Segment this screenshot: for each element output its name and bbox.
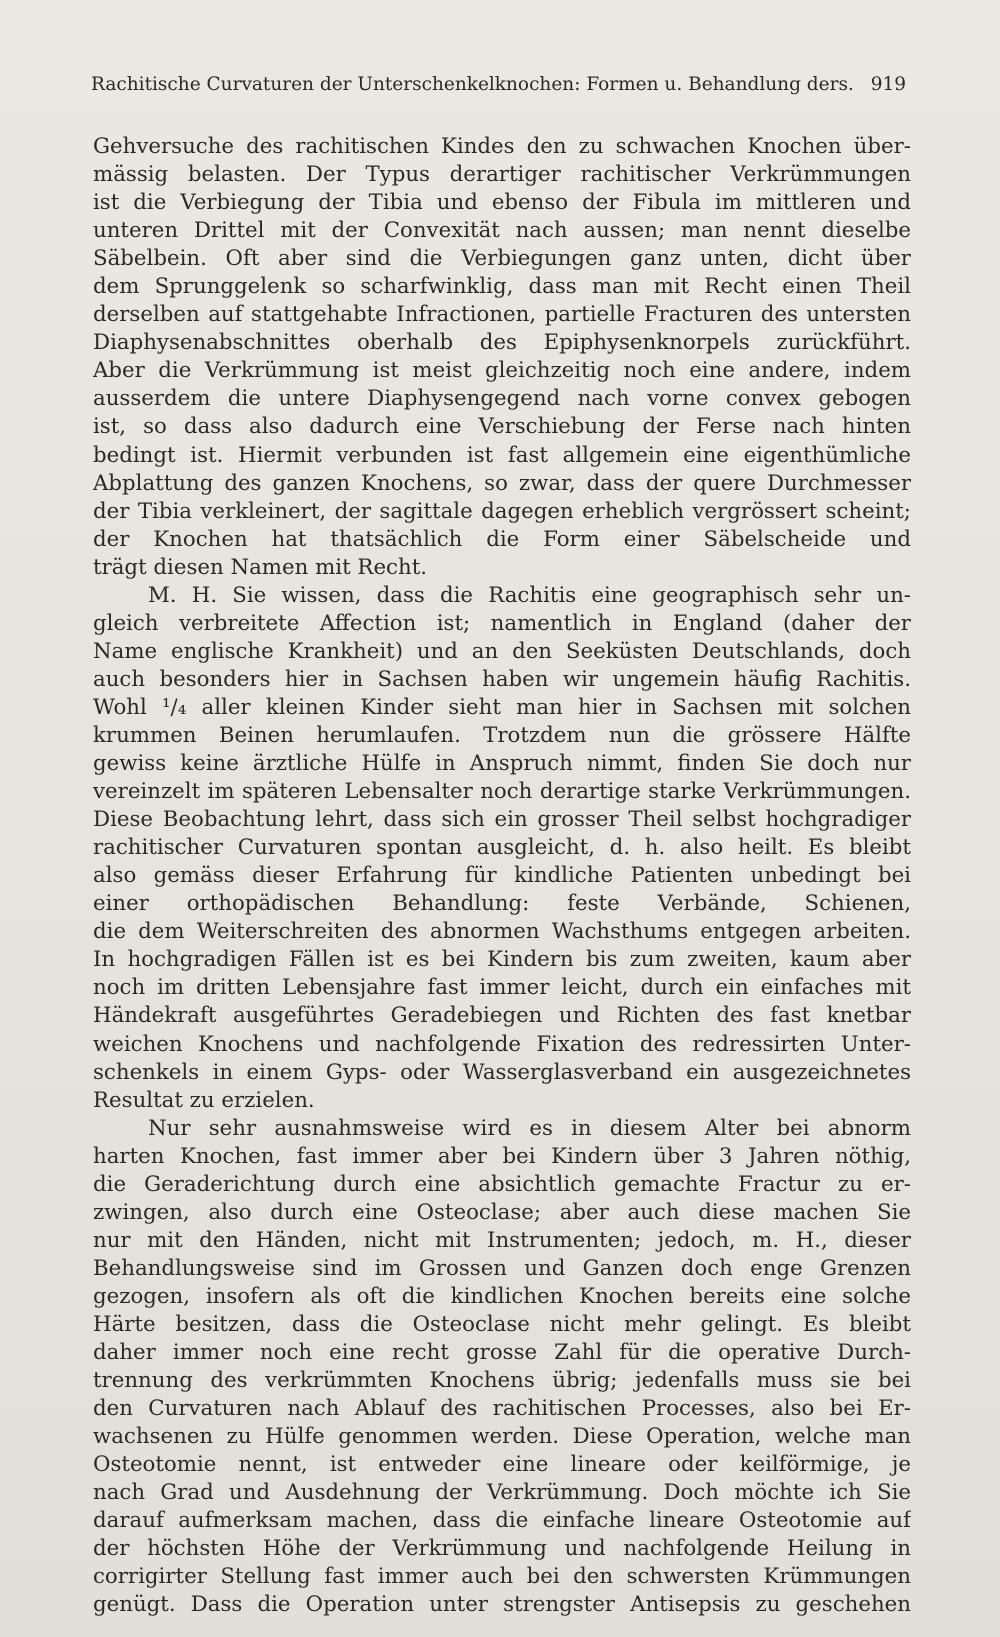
text-line: der Knochen hat thatsächlich die Form einer Säbelscheide und bbox=[93, 526, 911, 552]
text-line: auch besonders hier in Sachsen haben wir ungemein häufig Rachitis. bbox=[93, 666, 911, 692]
text-line: Abplattung des ganzen Knochens, so zwar, dass der quere Durchmesser bbox=[93, 470, 911, 496]
text-line: genügt. Dass die Operation unter strengster Antisepsis zu geschehen bbox=[93, 1592, 911, 1618]
paragraph-start-line: M. H. Sie wissen, dass die Rachitis eine geographisch sehr un- bbox=[148, 582, 911, 608]
text-line: weichen Knochens und nachfolgende Fixation des redressirten Unter- bbox=[93, 1031, 911, 1057]
text-line: den Curvaturen nach Ablauf des rachitischen Processes, also bei Er- bbox=[93, 1396, 911, 1422]
text-line: vereinzelt im späteren Lebensalter noch derartige starke Verkrümmungen. bbox=[93, 779, 911, 805]
paragraph-start-line: Nur sehr ausnahmsweise wird es in diesem Alter bei abnorm bbox=[148, 1115, 911, 1141]
text-line: trennung des verkrümmten Knochens übrig; jedenfalls muss sie bei bbox=[93, 1368, 911, 1394]
text-line: darauf aufmerksam machen, dass die einfache lineare Osteotomie auf bbox=[93, 1508, 911, 1534]
text-line: Wohl ¹/₄ aller kleinen Kinder sieht man hier in Sachsen mit solchen bbox=[93, 694, 911, 720]
text-line: nach Grad und Ausdehnung der Verkrümmung. Doch möchte ich Sie bbox=[93, 1480, 911, 1506]
text-line: corrigirter Stellung fast immer auch bei den schwersten Krümmungen bbox=[93, 1564, 911, 1590]
text-line: gewiss keine ärztliche Hülfe in Anspruch nimmt, finden Sie doch nur bbox=[93, 751, 911, 777]
text-line: noch im dritten Lebensjahre fast immer leicht, durch ein einfaches mit bbox=[93, 975, 911, 1001]
text-line: Händekraft ausgeführtes Geradebiegen und Richten des fast knetbar bbox=[93, 1003, 911, 1029]
text-line: einer orthopädischen Behandlung: feste Verbände, Schienen, bbox=[93, 891, 911, 917]
text-line: daher immer noch eine recht grosse Zahl für die operative Durch- bbox=[93, 1340, 911, 1366]
text-line: nur mit den Händen, nicht mit Instrumenten; jedoch, m. H., dieser bbox=[93, 1227, 911, 1253]
text-line: ausserdem die untere Diaphysengegend nach vorne convex gebogen bbox=[93, 386, 911, 412]
text-line: die Geraderichtung durch eine absichtlich gemachte Fractur zu er- bbox=[93, 1171, 911, 1197]
text-line: Behandlungsweise sind im Grossen und Ganzen doch enge Grenzen bbox=[93, 1255, 911, 1281]
running-title: Rachitische Curvaturen der Unterschenkelknochen: Formen u. Behandlung ders. bbox=[91, 74, 854, 95]
text-line: Aber die Verkrümmung ist meist gleichzeitig noch eine andere, indem bbox=[93, 358, 911, 384]
text-line: ist, so dass also dadurch eine Verschiebung der Ferse nach hinten bbox=[93, 414, 911, 440]
text-line: ist die Verbiegung der Tibia und ebenso der Fibula im mittleren und bbox=[93, 190, 911, 216]
text-line: bedingt ist. Hiermit verbunden ist fast allgemein eine eigenthümliche bbox=[93, 442, 911, 468]
paragraph-end-line: Resultat zu erzielen. bbox=[93, 1087, 315, 1113]
text-line: wachsenen zu Hülfe genommen werden. Diese Operation, welche man bbox=[93, 1424, 911, 1450]
running-header bbox=[91, 74, 906, 104]
text-line: dem Sprunggelenk so scharfwinklig, dass man mit Recht einen Theil bbox=[93, 274, 911, 300]
text-line: der Tibia verkleinert, der sagittale dagegen erheblich vergrössert scheint; bbox=[93, 498, 911, 524]
page-number: 919 bbox=[870, 74, 906, 95]
text-line: Name englische Krankheit) und an den Seeküsten Deutschlands, doch bbox=[93, 638, 911, 664]
text-line: der höchsten Höhe der Verkrümmung und nachfolgende Heilung in bbox=[93, 1536, 911, 1562]
text-line: zwingen, also durch eine Osteoclase; aber auch diese machen Sie bbox=[93, 1199, 911, 1225]
text-line: also gemäss dieser Erfahrung für kindliche Patienten unbedingt bei bbox=[93, 863, 911, 889]
text-line: Diaphysenabschnittes oberhalb des Epiphysenknorpels zurückführt. bbox=[93, 330, 911, 356]
text-line: harten Knochen, fast immer aber bei Kindern über 3 Jahren nöthig, bbox=[93, 1143, 911, 1169]
paragraph-end-line: trägt diesen Namen mit Recht. bbox=[93, 554, 428, 580]
body-text bbox=[93, 133, 911, 1619]
text-line: mässig belasten. Der Typus derartiger rachitischer Verkrümmungen bbox=[93, 162, 911, 188]
text-line: rachitischer Curvaturen spontan ausgleicht, d. h. also heilt. Es bleibt bbox=[93, 835, 911, 861]
text-line: Osteotomie nennt, ist entweder eine lineare oder keilförmige, je bbox=[93, 1452, 911, 1478]
text-line: In hochgradigen Fällen ist es bei Kindern bis zum zweiten, kaum aber bbox=[93, 947, 911, 973]
text-line: krummen Beinen herumlaufen. Trotzdem nun die grössere Hälfte bbox=[93, 722, 911, 748]
text-line: Diese Beobachtung lehrt, dass sich ein grosser Theil selbst hochgradiger bbox=[93, 807, 911, 833]
text-line: die dem Weiterschreiten des abnormen Wachsthums entgegen arbeiten. bbox=[93, 919, 911, 945]
text-line: derselben auf stattgehabte Infractionen, partielle Fracturen des untersten bbox=[93, 302, 911, 328]
text-line: unteren Drittel mit der Convexität nach aussen; man nennt dieselbe bbox=[93, 218, 911, 244]
text-line: schenkels in einem Gyps- oder Wasserglasverband ein ausgezeichnetes bbox=[93, 1059, 911, 1085]
text-line: Gehversuche des rachitischen Kindes den zu schwachen Knochen über- bbox=[93, 134, 911, 159]
text-line: Säbelbein. Oft aber sind die Verbiegungen ganz unten, dicht über bbox=[93, 246, 911, 272]
text-line: Härte besitzen, dass die Osteoclase nicht mehr gelingt. Es bleibt bbox=[93, 1311, 911, 1337]
text-line: gleich verbreitete Affection ist; namentlich in England (daher der bbox=[93, 610, 911, 636]
text-line: gezogen, insofern als oft die kindlichen Knochen bereits eine solche bbox=[93, 1283, 911, 1309]
